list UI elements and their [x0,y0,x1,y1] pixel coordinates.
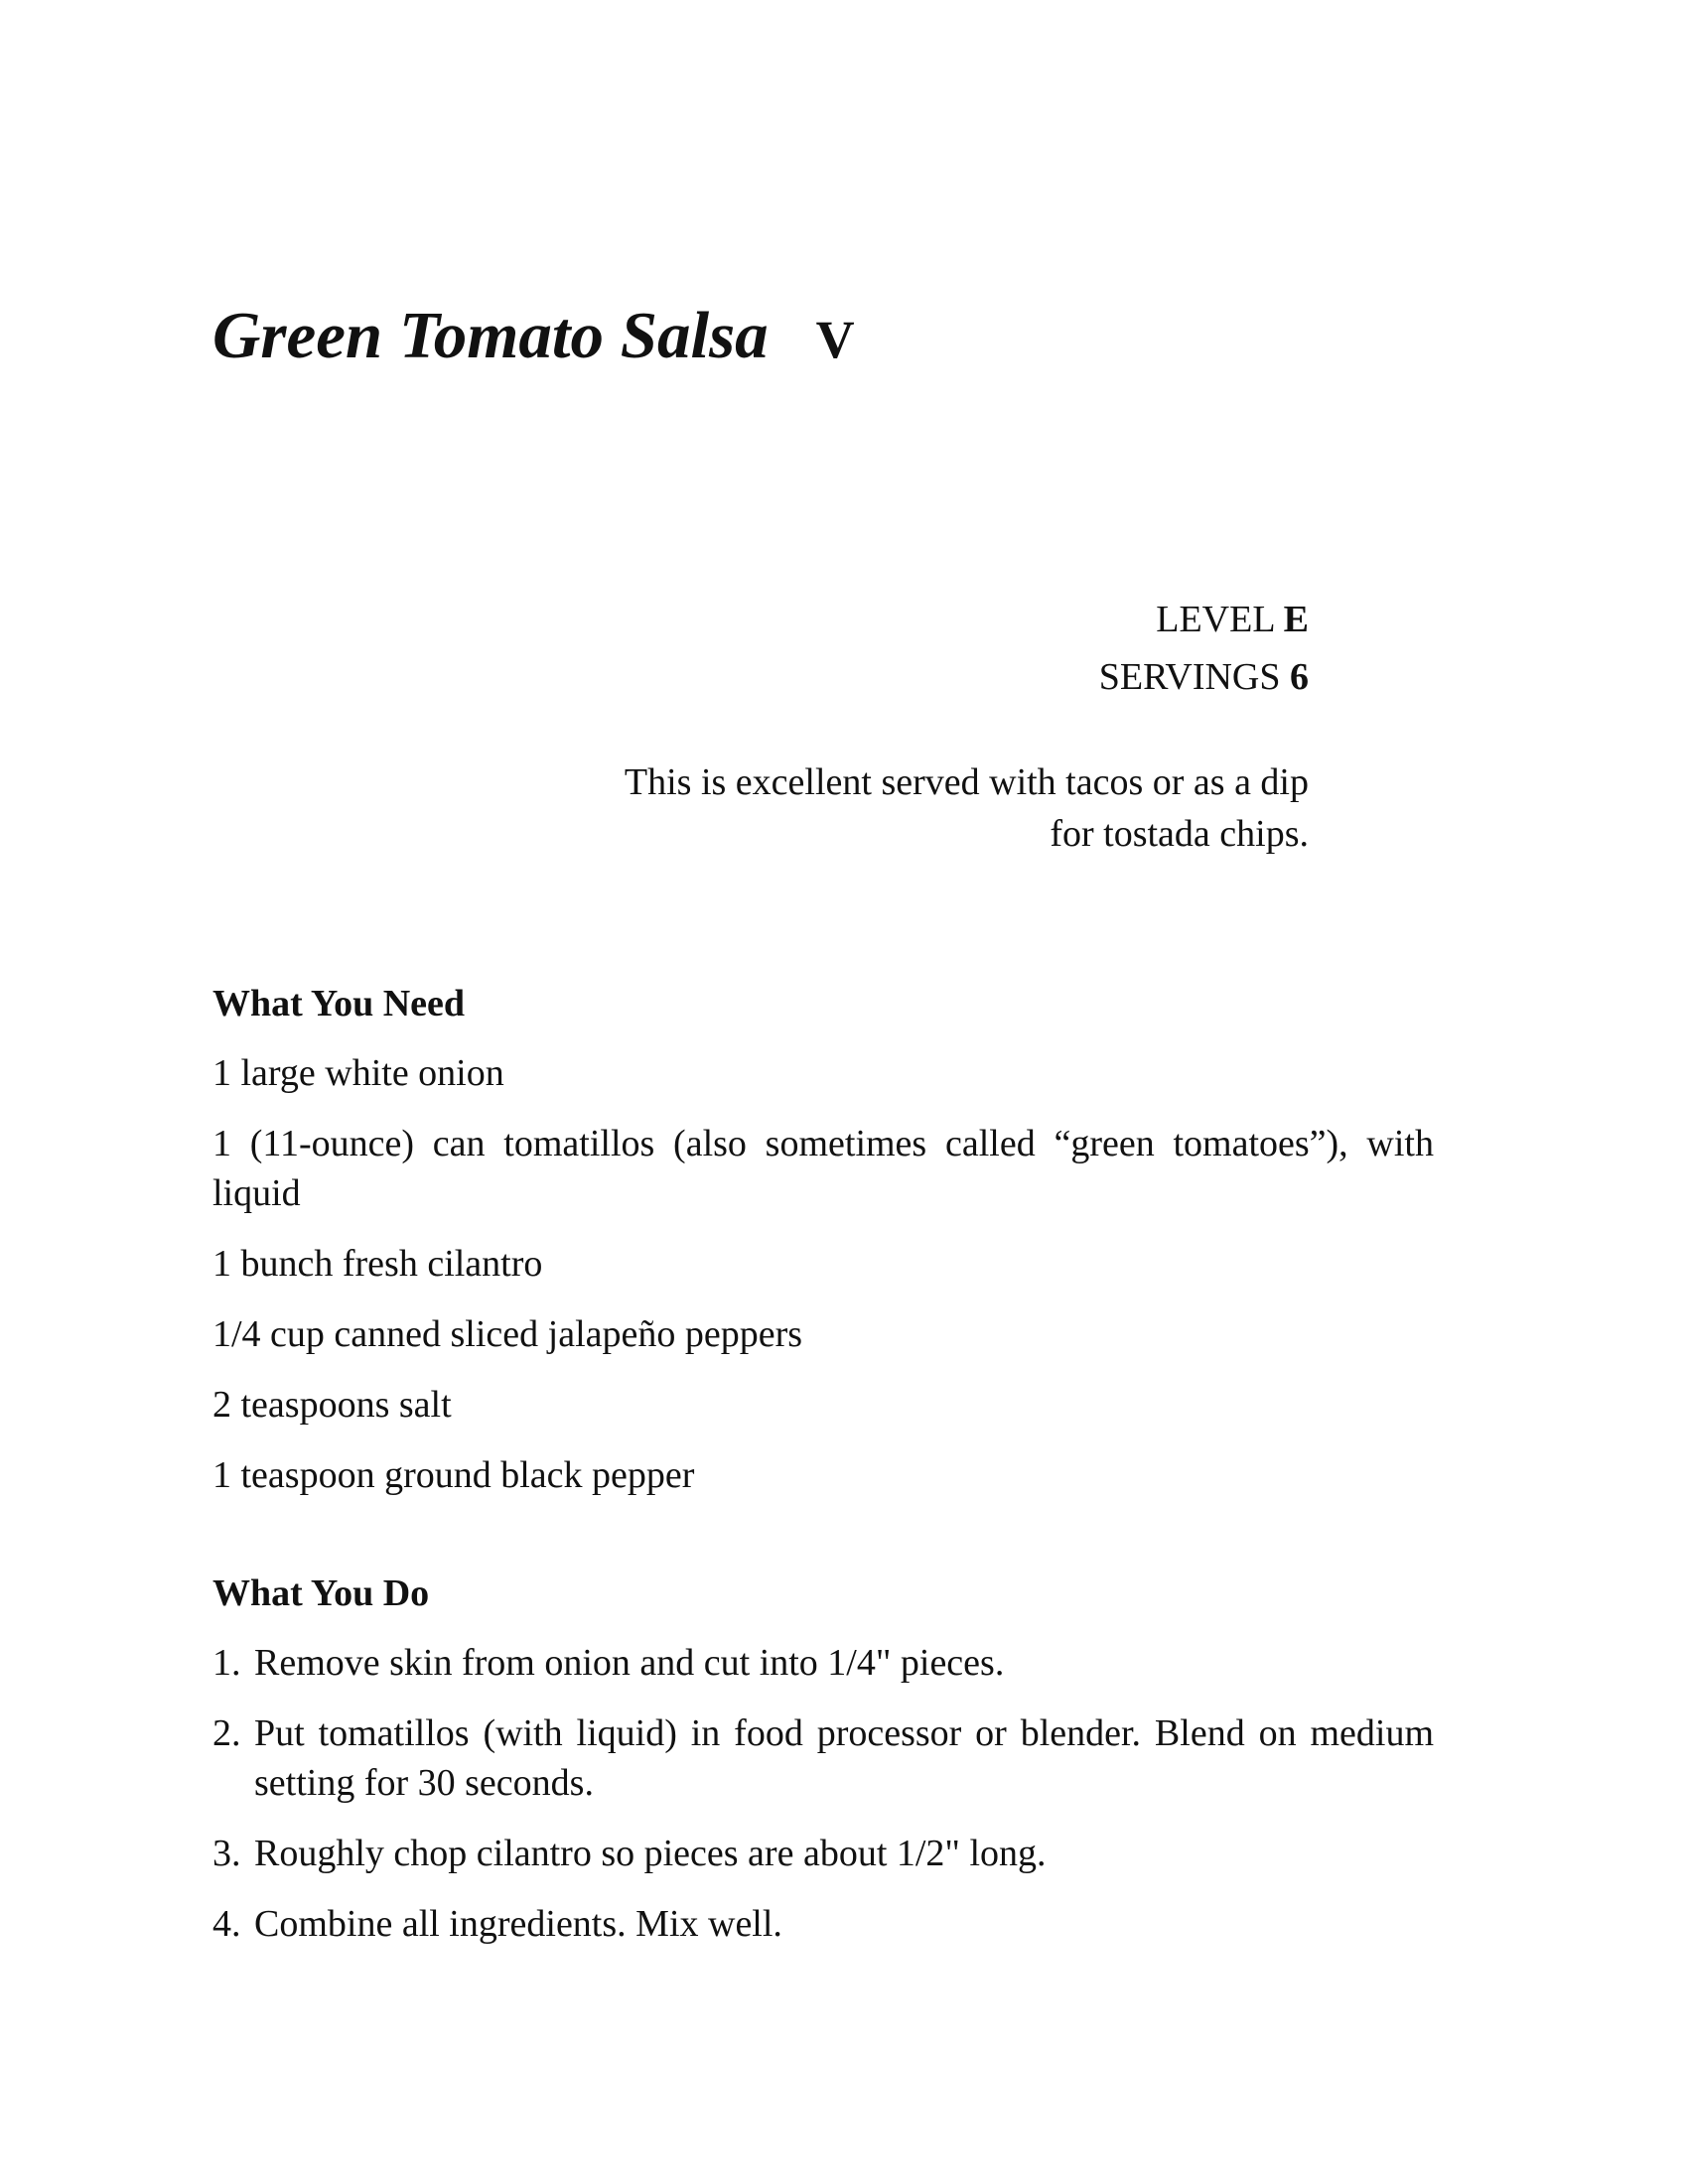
step-number: 1. [212,1642,241,1684]
step-item [212,1638,1434,1688]
servings-line [1099,648,1309,706]
vegetarian-mark: V [815,310,855,369]
step-number: 3. [212,1833,241,1874]
recipe-title: Green Tomato Salsa [212,299,769,372]
step-item [212,1899,1434,1949]
servings-value: 6 [1290,656,1309,698]
step-number: 4. [212,1903,241,1945]
step-text: Remove skin from onion and cut into 1/4" pieces. [254,1642,1005,1684]
ingredient-item: 1 large white onion [212,1052,504,1094]
recipe-meta [1099,591,1309,706]
level-line [1099,591,1309,648]
step-text: Put tomatillos (with liquid) in food processor or blender. Blend on medium setting for 30 seconds. [254,1712,1434,1804]
servings-label: SERVINGS [1098,656,1281,698]
level-value: E [1283,599,1309,640]
steps-heading: What You Do [212,1572,430,1614]
ingredients-heading: What You Need [212,983,466,1024]
ingredient-item: 1 (11-ounce) can tomatillos (also sometimes called “green tomatoes”), with liquid [212,1123,1434,1214]
step-number: 2. [212,1712,241,1754]
recipe-intro: This is excellent served with tacos or as a dip for tostada chips. [624,761,1309,855]
step-item [212,1708,1434,1808]
step-item [212,1829,1434,1878]
ingredient-item: 1 bunch fresh cilantro [212,1243,543,1285]
ingredient-item: 1/4 cup canned sliced jalapeño peppers [212,1313,803,1355]
steps-section [212,1570,1434,1970]
step-text: Combine all ingredients. Mix well. [254,1903,782,1945]
title-row [212,298,855,374]
ingredient-item: 1 teaspoon ground black pepper [212,1454,695,1496]
ingredients-section [212,981,1434,1521]
step-text: Roughly chop cilantro so pieces are about 1/2" long. [254,1833,1047,1874]
ingredient-item: 2 teaspoons salt [212,1384,452,1426]
level-label: LEVEL [1156,599,1275,640]
